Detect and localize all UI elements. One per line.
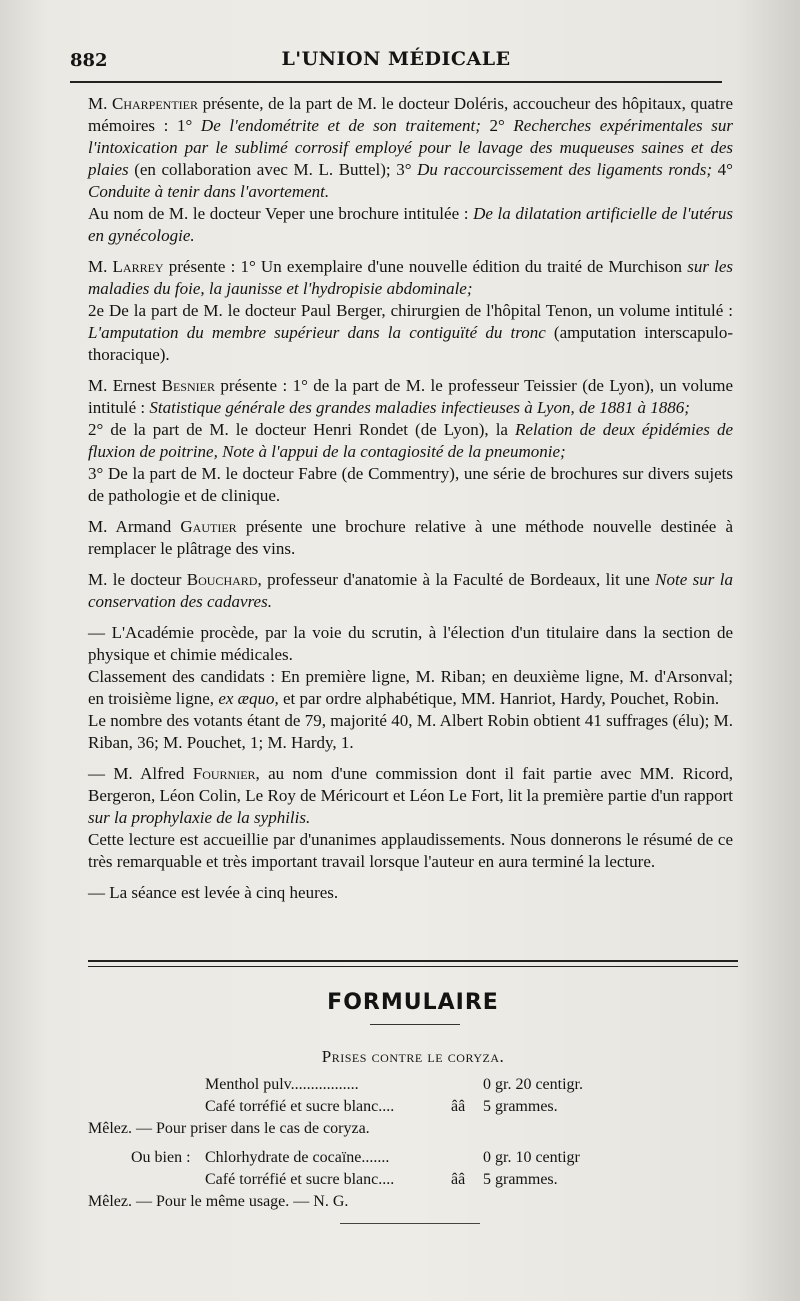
header-rule [70,81,722,83]
paragraph-applause: Cette lecture est accueillie par d'unanimes applaudissements. Nous donnerons le résumé de ce très remarquable et très important travail lorsque l'auteur en aura terminé la lecture. [88,830,733,871]
paragraph-gautier: M. Armand Gautier présente une brochure relative à une méthode nouvelle destinée à remplacer le plâtrage des vins. [88,517,733,558]
paragraph-bouchard: M. le docteur Bouchard, professeur d'anatomie à la Faculté de Bordeaux, lit une Note sur la conservation des cadavres. [88,570,734,611]
paragraph-scrutin: — L'Académie procède, par la voie du scrutin, à l'élection d'un titulaire dans la section de physique et chimie médicales. [88,623,733,664]
paragraph-besnier: M. Ernest Besnier présente : 1° de la part de M. le professeur Teissier (de Lyon), un volume intitulé : Statistique générale des grandes maladies infectieuses à Lyon, de 1881 à 1886; [88,376,734,417]
paragraph-larrey: M. Larrey présente : 1° Un exemplaire d'une nouvelle édition du traité de Murchison sur les maladies du foie, la jaunisse et l'hydropisie abdominale; [88,257,734,298]
paragraph-classement: Classement des candidats : En première ligne, M. Riban; en deuxième ligne, M. d'Arsonval; en troisième ligne, ex æquo, et par ordre alphabétique, MM. Hanriot, Hardy, Pouchet, Robin. [88,667,733,708]
paragraph-veper: Au nom de M. le docteur Veper une brochure intitulée : De la dilatation artificielle de l'utérus en gynécologie. [88,204,733,245]
recipe: Menthol pulv................. 0 gr. 20 centigr. Café torréfié et sucre blanc.... ââ 5 grammes. Mêlez. — Pour priser dans le cas de coryza. Ou bien : Chlorhydrate de cocaïne....... 0 gr. 10 centigr Café torréfié et sucre blanc.... ââ 5 grammes. Mêlez. — Pour le même usage. — N. G. [88,1076,583,1210]
section-divider [88,960,738,967]
page-number: 882 [70,50,108,71]
session-report [88,93,733,904]
end-rule [340,1223,480,1224]
recipe-usage-2: Mêlez. — Pour le même usage. — N. G. [88,1193,349,1210]
paragraph-rondet: 2° de la part de M. le docteur Henri Rondet (de Lyon), la Relation de deux épidémies de fluxion de poitrine, Note à l'appui de la contagiosité de la pneumonie; [88,420,733,461]
paragraph-closing: — La séance est levée à cinq heures. [88,883,339,902]
recipe-usage-1: Mêlez. — Pour priser dans le cas de coryza. [88,1120,370,1137]
paragraph-votes: Le nombre des votants étant de 79, majorité 40, M. Albert Robin obtient 41 suffrages (élu); M. Riban, 36; M. Pouchet, 1; M. Hardy, 1. [88,711,733,752]
title-underline [370,1024,460,1025]
formulaire-title: FORMULAIRE [327,990,499,1015]
paragraph-fournier: — M. Alfred Fournier, au nom d'une commission dont il fait partie avec MM. Ricord, Bergeron, Léon Colin, Le Roy de Méricourt et Léon Le Fort, lit la première partie d'un rapport sur la prophylaxie de la syphilis. [88,764,733,827]
page-header [70,46,722,80]
paragraph-fabre: 3° De la part de M. le docteur Fabre (de Commentry), une série de brochures sur divers sujets de pathologie et de clinique. [88,464,733,505]
paragraph-berger: 2e De la part de M. le docteur Paul Berger, chirurgien de l'hôpital Tenon, un volume intitulé : L'amputation du membre supérieur dans la contiguïté du tronc (amputation interscapulo-thoracique). [88,301,733,364]
paragraph-charpentier: M. Charpentier présente, de la part de M. le docteur Doléris, accoucheur des hôpitaux, quatre mémoires : 1° De l'endométrite et de son traitement; 2° Recherches expérimentales sur l'intoxication par le sublimé corrosif employé pour le lavage des muqueuses saines et des plaies (en collaboration avec M. L. Buttel); 3° Du raccourcissement des ligaments ronds; 4° Conduite à tenir dans l'avortement. [88,94,733,201]
running-title: L'UNION MÉDICALE [281,48,511,70]
recipe-title: Prises contre le coryza. [321,1047,505,1066]
